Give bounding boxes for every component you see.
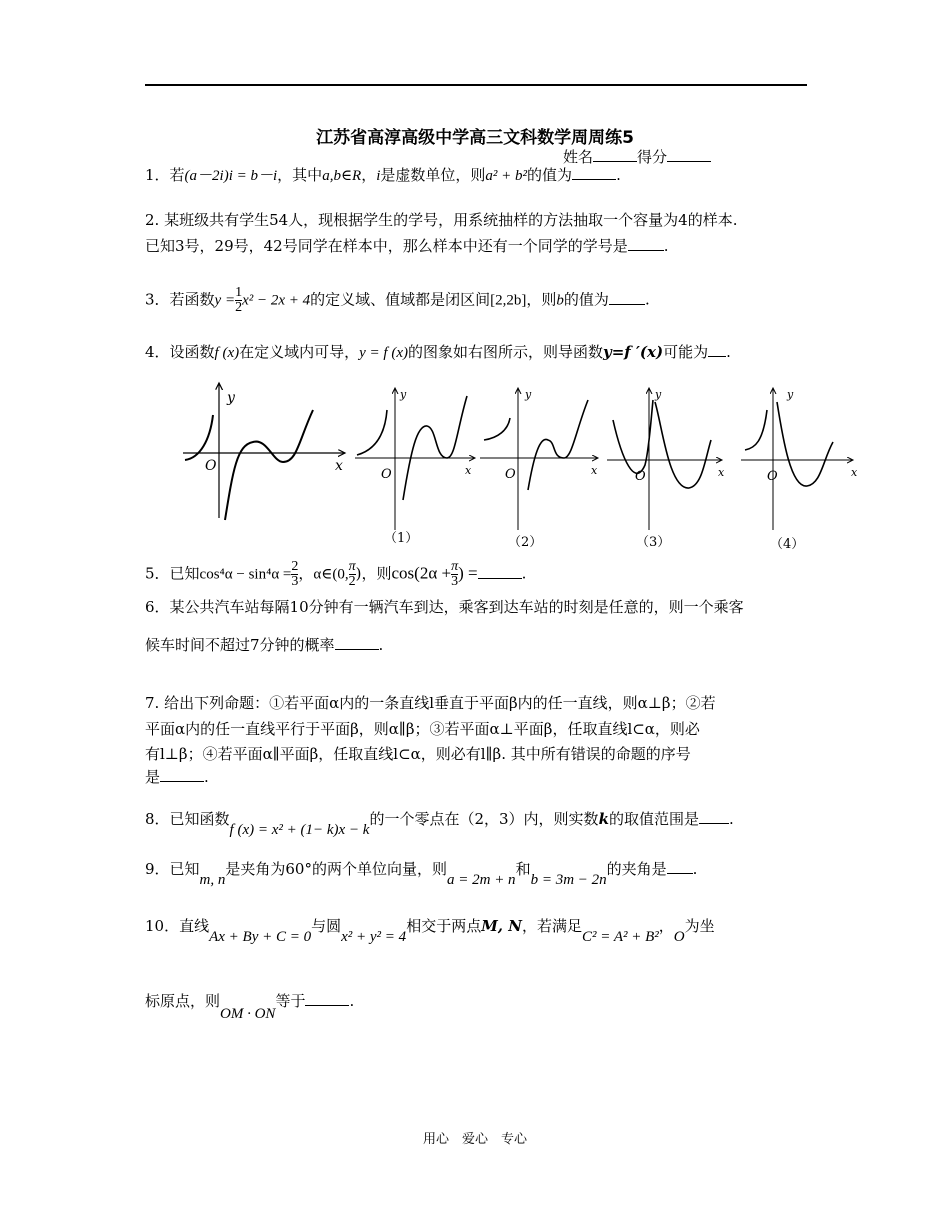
p1-equation: (a－2i)i = b－i <box>184 168 278 184</box>
answer-blank-8[interactable] <box>699 823 729 824</box>
opt1-x-label: x <box>465 464 472 477</box>
score-blank[interactable] <box>667 161 711 162</box>
opt3-x-label: x <box>718 466 725 479</box>
problem-7-line-3: 有l⊥β；④若平面α∥平面β，任取直线l⊂α，则必有l∥β. 其中所有错误的命题的序号 <box>145 745 691 763</box>
graph-option-1 <box>355 388 475 530</box>
answer-blank-3[interactable] <box>609 304 645 305</box>
problem-7-line-1: 7. 给出下列命题：①若平面α内的一条直线l垂直于平面β内的任一直线，则α⊥β；②若 <box>145 694 716 712</box>
opt2-origin-label: O <box>505 467 516 482</box>
opt2-y-label: y <box>525 388 532 401</box>
graph-main <box>183 383 345 520</box>
caption-2: （2） <box>508 535 543 550</box>
problem-7-line-2: 平面α内的任一直线平行于平面β，则α∥β；③若平面α⊥平面β，任取直线l⊂α，则必 <box>145 720 700 738</box>
answer-blank-4[interactable] <box>708 356 726 357</box>
problem-5: 5．已知cos⁴α − sin⁴α = $\frac{2}{3}$ ，α∈(0, $\frac{\pi}{2}$ )，则cos(2α + $\frac{\pi}{3}$ ) = . <box>145 559 527 589</box>
problem-6-line-1: 6．某公共汽车站每隔10分钟有一辆汽车到达，乘客到达车站的时刻是任意的，则一个乘客 <box>145 598 744 616</box>
answer-blank-1[interactable] <box>572 179 616 180</box>
graph-option-3 <box>607 388 722 530</box>
function-graphs <box>175 380 875 555</box>
main-y-label: y <box>227 390 235 406</box>
caption-1: （1） <box>384 531 419 546</box>
opt4-x-label: x <box>851 466 858 479</box>
graph-option-4 <box>741 388 853 530</box>
caption-3: （3） <box>636 535 671 550</box>
answer-blank-5[interactable] <box>478 578 522 579</box>
name-label: 姓名 <box>563 148 594 166</box>
opt1-y-label: y <box>400 388 407 401</box>
problem-4: 4．设函数f (x)在定义域内可导，y = f (x)的图象如右图所示，则导函数y=f ′(x)可能为 . <box>145 343 731 361</box>
opt1-origin-label: O <box>381 467 392 482</box>
answer-blank-6[interactable] <box>335 649 379 650</box>
answer-blank-10[interactable] <box>305 1005 349 1006</box>
p3-fraction: $\frac{1}{2}$ <box>235 285 243 315</box>
top-rule <box>145 84 807 86</box>
problem-10-line-1: 10．直线Ax + By + C = 0与圆x² + y² = 4相交于两点M, N，若满足C² = A² + B²，O为坐 <box>145 917 715 945</box>
opt4-y-label: y <box>787 388 794 401</box>
page-footer: 用心 爱心 专心 <box>422 1132 527 1147</box>
problem-7-line-4: 是 . <box>145 768 209 786</box>
answer-blank-9[interactable] <box>667 873 693 874</box>
opt2-x-label: x <box>591 464 598 477</box>
problem-1: 1．若(a－2i)i = b－i，其中a,b∈R，i是虚数单位，则a² + b²的值为 . <box>145 166 621 184</box>
answer-blank-7[interactable] <box>160 781 204 782</box>
score-label: 得分 <box>637 148 668 166</box>
name-blank[interactable] <box>593 161 637 162</box>
problem-6-line-2: 候车时间不超过7分钟的概率 . <box>145 636 384 654</box>
problem-8: 8．已知函数f (x) = x² + (1− k)x − k的一个零点在（2，3）内，则实数k的取值范围是 . <box>145 810 734 838</box>
main-origin-label: O <box>205 458 217 474</box>
page-title: 江苏省高淳高级中学高三文科数学周周练5 <box>316 128 634 148</box>
opt3-origin-label: O <box>635 469 646 484</box>
caption-4: （4） <box>770 537 805 552</box>
answer-blank-2[interactable] <box>628 250 664 251</box>
problem-3: 3．若函数y = $\frac{1}{2}$ x² − 2x + 4的定义域、值域都是闭区间[2,2b]，则b的值为 . <box>145 285 650 315</box>
problem-2-line-2: 已知3号，29号，42号同学在样本中，那么样本中还有一个同学的学号是 . <box>145 237 669 255</box>
main-x-label: x <box>335 458 343 474</box>
problem-10-line-2: 标原点，则OM · ON等于 . <box>145 992 355 1022</box>
opt3-y-label: y <box>655 388 662 401</box>
graph-option-2 <box>480 388 598 530</box>
problem-9: 9．已知m, n是夹角为60°的两个单位向量，则a = 2m + n和b = 3m − 2n的夹角是 . <box>145 860 698 888</box>
opt4-origin-label: O <box>767 469 778 484</box>
problem-2-line-1: 2. 某班级共有学生54人，现根据学生的学号，用系统抽样的方法抽取一个容量为4的样本. <box>145 211 738 229</box>
